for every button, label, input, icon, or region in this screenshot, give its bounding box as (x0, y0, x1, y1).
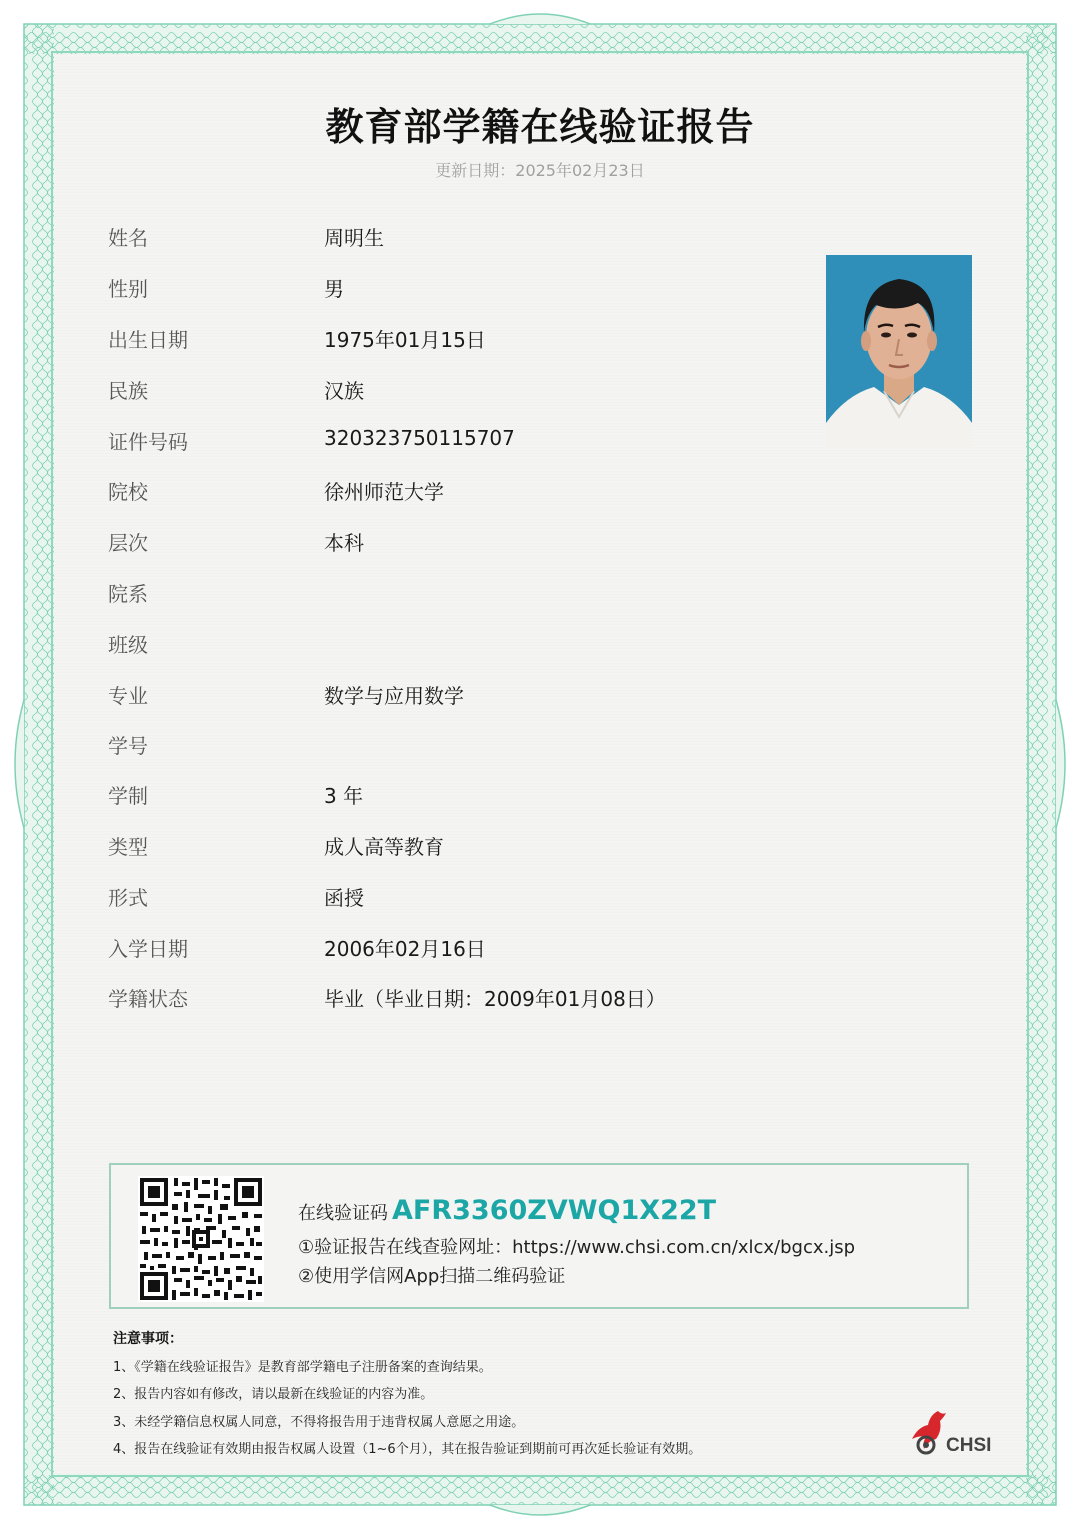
field-value: 函授 (324, 886, 364, 910)
field-label: 出生日期 (108, 328, 188, 352)
field-row-major (108, 680, 808, 710)
field-value: 数学与应用数学 (324, 684, 464, 708)
field-label: 姓名 (108, 226, 148, 250)
verification-code-line (298, 1195, 716, 1226)
note-item: 4、报告在线验证有效期由报告权属人设置（1~6个月），其在报告验证到期前可再次延长验证有效期。 (113, 1442, 702, 1457)
field-row-duration (108, 780, 808, 810)
chsi-logo (908, 1409, 1004, 1459)
field-value: 汉族 (324, 379, 364, 403)
field-row-birthdate (108, 324, 808, 354)
field-row-enroll-date (108, 933, 808, 963)
note-item: 2、报告内容如有修改，请以最新在线验证的内容为准。 (113, 1387, 434, 1402)
qr-code[interactable] (138, 1176, 264, 1302)
field-value: 2006年02月16日 (324, 937, 486, 961)
field-label: 班级 (108, 633, 148, 657)
field-row-id-number (108, 426, 808, 456)
field-row-level (108, 527, 808, 557)
chsi-bird-icon (908, 1409, 948, 1455)
id-photo (826, 255, 972, 447)
verification-box (109, 1163, 969, 1309)
field-row-department (108, 578, 808, 608)
field-label: 民族 (108, 379, 148, 403)
field-value: 周明生 (324, 226, 384, 250)
report-title: 教育部学籍在线验证报告 (325, 105, 755, 149)
field-label: 入学日期 (108, 937, 188, 961)
field-row-class (108, 629, 808, 659)
note-item: 3、未经学籍信息权属人同意，不得将报告用于违背权属人意愿之用途。 (113, 1415, 525, 1430)
field-label: 专业 (108, 684, 148, 708)
field-value: 男 (324, 277, 344, 301)
field-label: 院系 (108, 582, 148, 606)
field-label: 层次 (108, 531, 148, 555)
field-value: 1975年01月15日 (324, 328, 486, 352)
field-value: 成人高等教育 (324, 835, 444, 859)
field-row-ethnicity (108, 375, 808, 405)
field-label: 学籍状态 (108, 987, 188, 1011)
field-value: 毕业（毕业日期：2009年01月08日） (324, 987, 666, 1011)
verification-app-line: ②使用学信网App扫描二维码验证 (298, 1266, 566, 1287)
verification-url-line[interactable]: ①验证报告在线查验网址：https://www.chsi.com.cn/xlcx/bgcx.jsp (298, 1237, 856, 1258)
field-label: 类型 (108, 835, 148, 859)
verification-code[interactable]: AFR3360ZVWQ1X22T (392, 1195, 717, 1226)
field-label: 证件号码 (108, 430, 188, 454)
field-value: 本科 (324, 531, 364, 555)
field-label: 学制 (108, 784, 148, 808)
field-value: 320323750115707 (324, 426, 515, 450)
field-label: 形式 (108, 886, 148, 910)
field-row-gender (108, 273, 808, 303)
field-row-type (108, 831, 808, 861)
field-row-status (108, 983, 808, 1013)
verification-code-label: 在线验证码 (298, 1203, 388, 1224)
note-item: 1、《学籍在线验证报告》是教育部学籍电子注册备案的查询结果。 (113, 1360, 492, 1375)
field-value: 3 年 (324, 784, 364, 808)
notes-title: 注意事项： (113, 1331, 183, 1347)
field-label: 院校 (108, 480, 148, 504)
field-row-school (108, 476, 808, 506)
field-row-student-id (108, 730, 808, 760)
update-date: 更新日期：2025年02月23日 (435, 161, 645, 180)
field-label: 性别 (108, 277, 148, 301)
field-label: 学号 (108, 734, 148, 758)
field-value: 徐州师范大学 (324, 480, 444, 504)
field-row-name (108, 222, 808, 252)
field-row-form (108, 882, 808, 912)
chsi-logo-text: CHSI (946, 1435, 992, 1456)
